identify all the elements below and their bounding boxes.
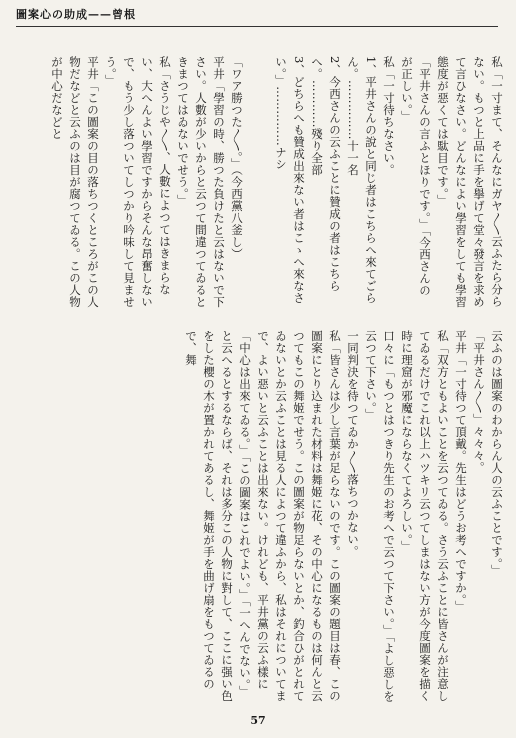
- paragraph: 「ワア勝つた〳〵。」（今西黨八釜し）: [230, 56, 244, 260]
- paragraph: 3、どちらへも贊成出來ない者はこゝへ來なさい。」……………ナシ: [274, 56, 306, 304]
- lower-text-block: [14, 330, 506, 705]
- paragraph: 云ふのは圖案のわからん人の云ふことです。」: [490, 330, 504, 577]
- paragraph: 一同判決を待つてゐか〳〵落ちつかない。: [346, 330, 360, 558]
- paragraph: 口々に「もつとはつきり先生のお考へで云つて下さい。」「よし惡しを云つて下さい。」: [364, 330, 396, 703]
- paragraph: 私「双方ともよいことを云つてゐる。さう云ふことに皆さんが注意してゐるだけでこれ以上ハツキリ云つてしまはない方が今度圖案を描く時に理窟が邪魔にならなくてよろしい。」: [400, 330, 450, 702]
- upper-right-text-block: [256, 56, 506, 308]
- paragraph: 「平井さん〳〵」々々々。: [472, 330, 486, 474]
- page-number: 57: [250, 714, 266, 727]
- running-header: 圖案心の助成——曾根: [16, 8, 136, 21]
- paragraph: 1、平井さんの說と同じ者はこちらへ來てごらん。……………十一名: [346, 56, 378, 304]
- paragraph: 平井「一寸待つて頂戴。先生はどうお考へですか。」: [454, 330, 468, 613]
- upper-left-text-block: [14, 56, 246, 308]
- paragraph: 私「一寸待ちなさい。: [382, 56, 396, 176]
- paragraph: 2、今西さんの云ふことに贊成の者はこちらへ。…………殘り全部: [310, 56, 342, 292]
- paragraph: 私「さうじや〳〵、人數によつてはきまらない、大へんよい學習ですからそんな昂奮しないで、もう少し落ついてしつかり吟味して見ませう。」: [104, 56, 172, 308]
- paragraph: 私「一寸まて、そんなにガヤ〳〵云ふたら分らない。もつと上品に手を擧げて堂々發言を求めて言ひなさい。どんなによい學習をしても學習態度が惡くては駄目です。」: [436, 56, 504, 308]
- paragraph: 「平井さんの言ふとほりです。」「今西さんのが正しい。」: [400, 56, 432, 297]
- header-rule: [16, 26, 498, 27]
- paragraph: 平井「學習の時、勝つた負けたと云はないで下さい。人數が少いからと云つて間違つてゐるときまつてはゐないでせう。」: [176, 56, 226, 308]
- paragraph: 私「皆さんは少し言葉が足らないのです。この圖案の題目は春、この圖案にとり込まれた材料は舞姬に花、その中心になるものは何んと云つてもこの舞姬でせう。この圖案が物足らないとか、釣合ひがとれてゐないとか云ふことは見る人によつて違ふから、私はそれについてまで、よい惡いと云ふことは出來ない。けれども、平井黨の云ふ樣に「中心は出來てゐる。」「この圖案はこれでよい。」「一へんでない。」と云へるとするならば、それは多分この人物に對して、ここに强い色をした櫻の木が置かれてあるし、舞姬が手を曲げ扇をもつてゐるので、舞: [184, 330, 342, 702]
- paragraph: 平井「この圖案の目の落ちつくところがこの人物だなどと云ふのは目が腐つてゐる。この人物が中心だなどと: [50, 56, 100, 308]
